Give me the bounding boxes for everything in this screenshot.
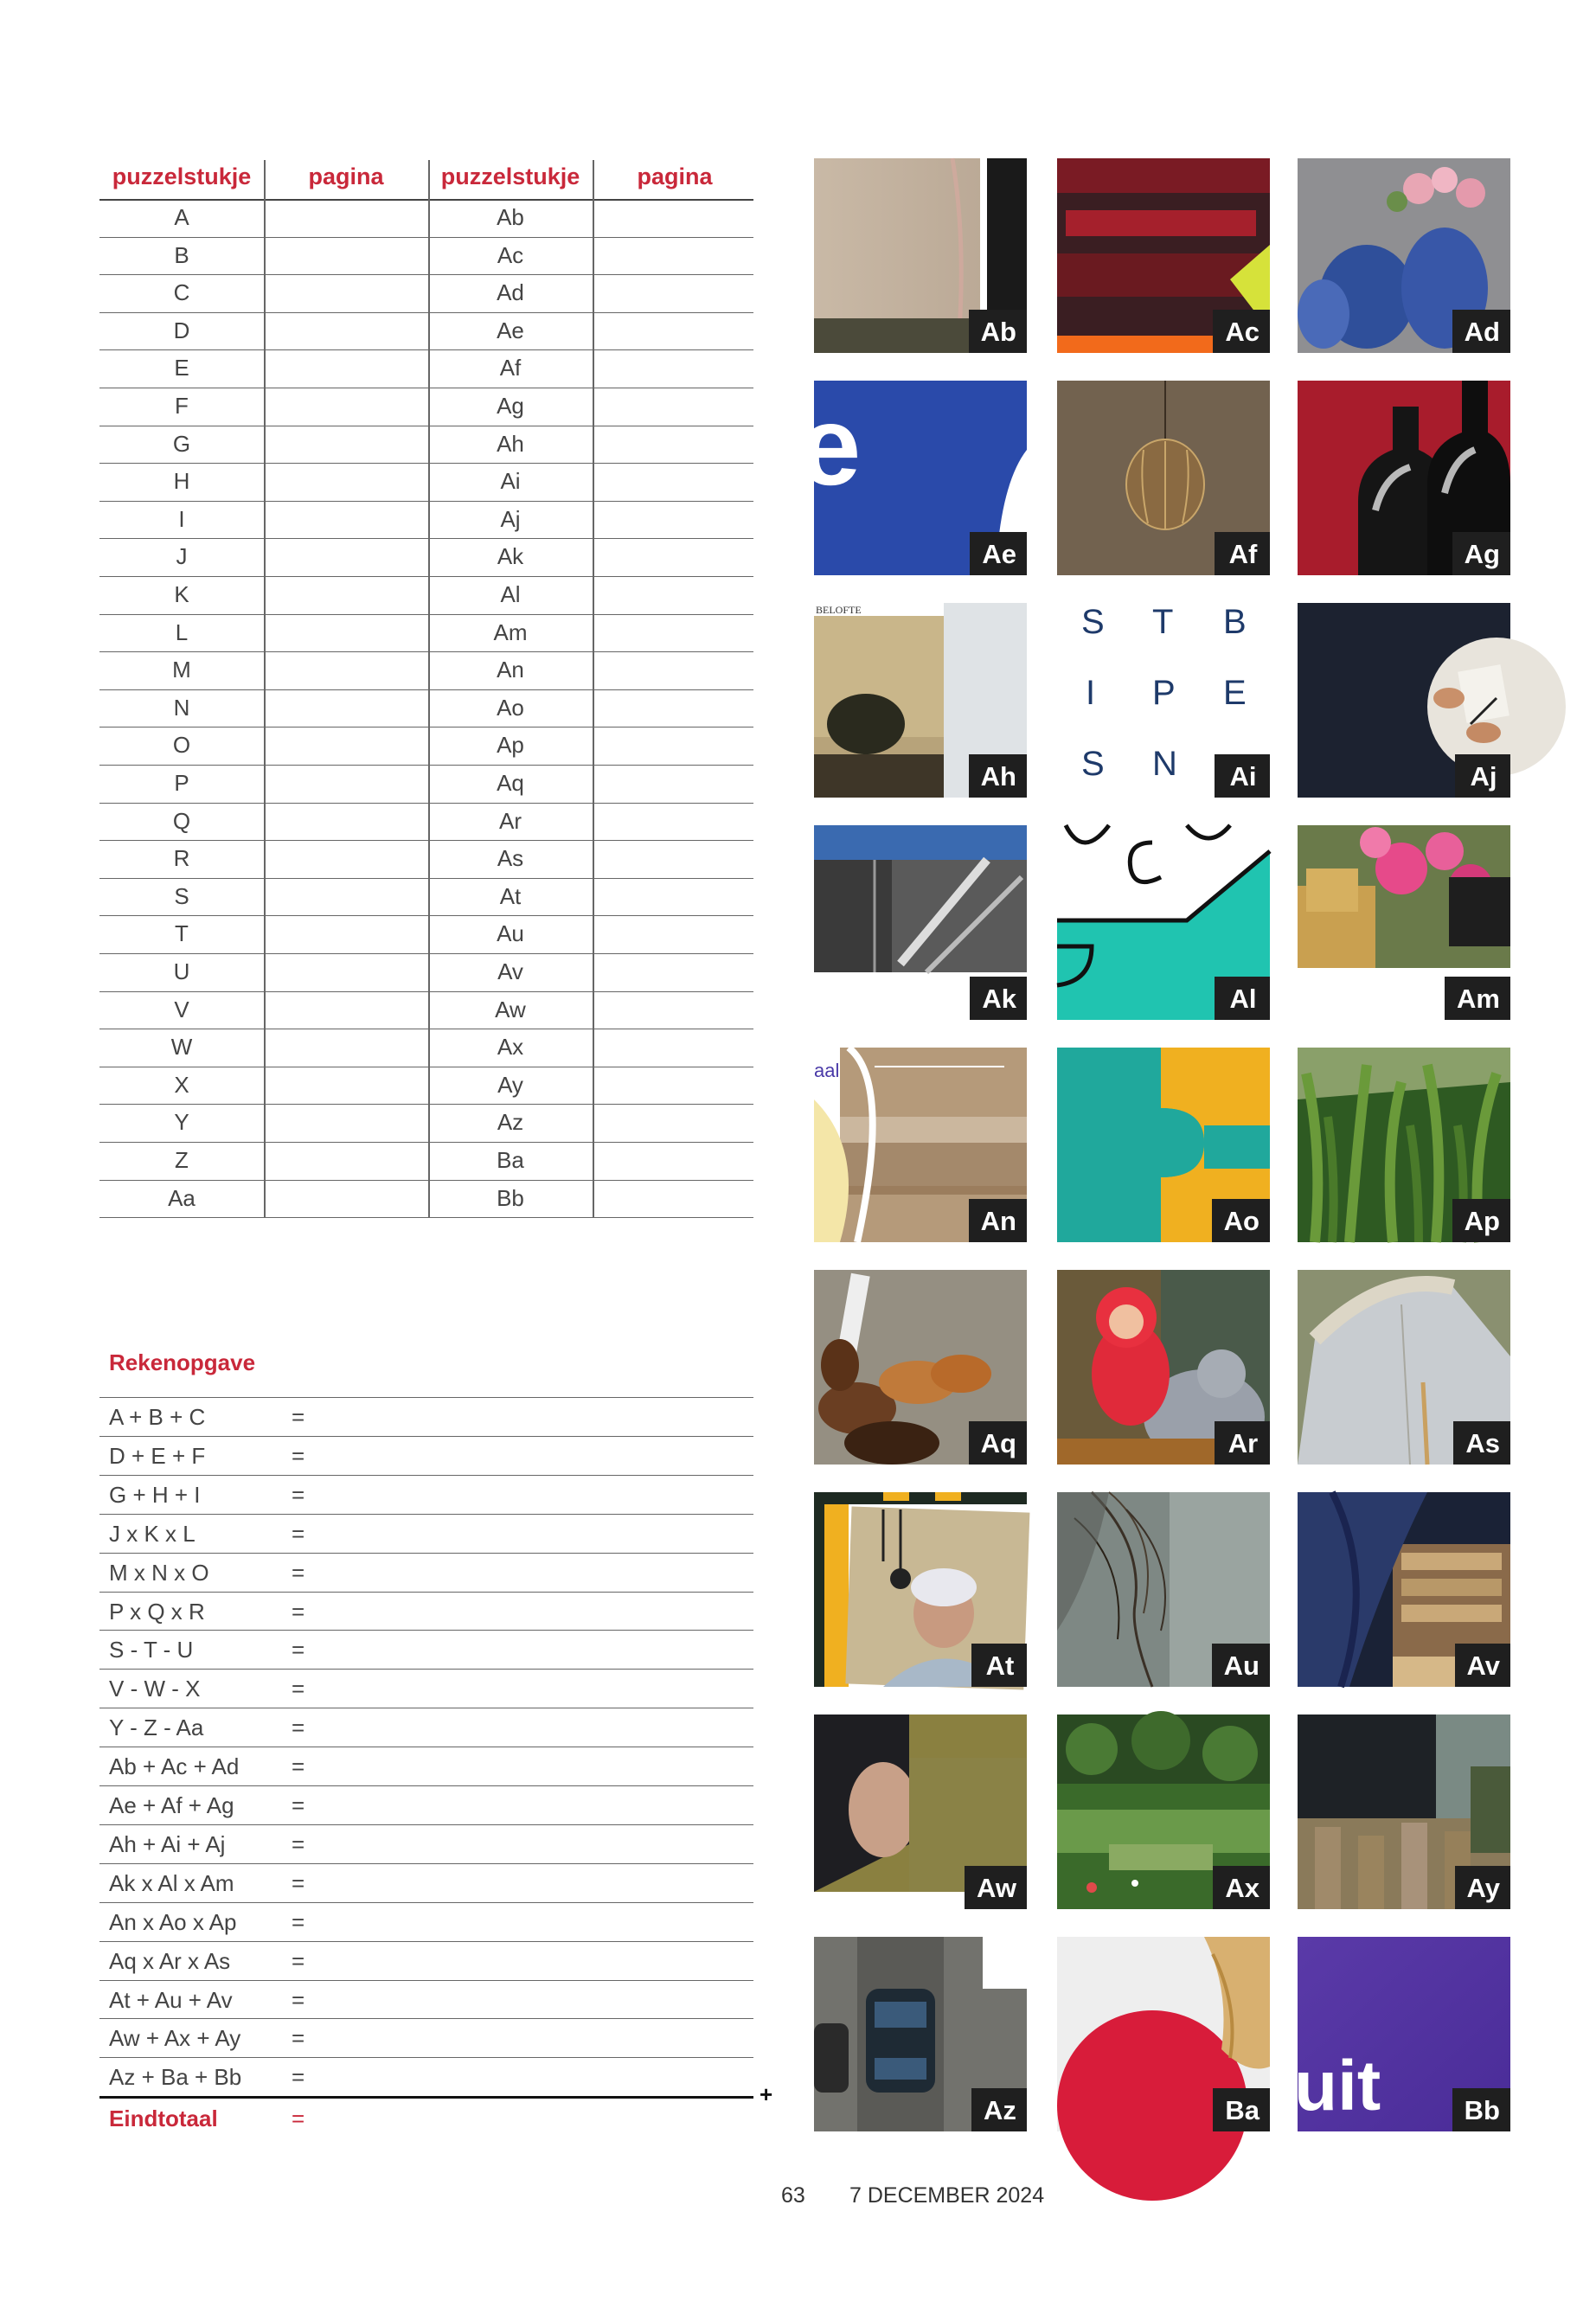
tile-label: Am bbox=[1445, 977, 1510, 1020]
tile-label: Al bbox=[1215, 977, 1270, 1020]
puzzle-piece-right: Am bbox=[493, 619, 528, 645]
puzzle-piece-left: U bbox=[173, 958, 190, 984]
puzzle-piece-left: K bbox=[174, 581, 189, 607]
puzzle-piece-left: Z bbox=[175, 1147, 189, 1173]
tile-af bbox=[1057, 381, 1270, 575]
tile-ai-letter: N bbox=[1152, 745, 1177, 783]
tile-label: Ba bbox=[1213, 2088, 1270, 2131]
tile-ay bbox=[1298, 1715, 1510, 1909]
puzzle-piece-right: Ac bbox=[497, 241, 524, 268]
puzzle-piece-left: T bbox=[175, 920, 189, 947]
puzzle-piece-left: L bbox=[175, 619, 189, 645]
calculation-row bbox=[99, 1863, 753, 1903]
tile-an-text: aal bbox=[814, 1060, 840, 1081]
equals-sign: = bbox=[292, 1869, 305, 1896]
tile-ah bbox=[814, 603, 1027, 798]
table-row bbox=[99, 1029, 753, 1067]
calculation-row bbox=[99, 1747, 753, 1786]
tile-bb-text: uit bbox=[1294, 2047, 1381, 2125]
puzzle-piece-right: Aw bbox=[495, 996, 526, 1022]
tile-ai-letter: T bbox=[1152, 603, 1174, 641]
puzzle-piece-right: Ab bbox=[497, 204, 524, 230]
tile-aj bbox=[1298, 603, 1510, 798]
puzzle-piece-right: Ao bbox=[497, 694, 524, 721]
tile-au bbox=[1057, 1492, 1270, 1687]
calculation-expression: M x N x O bbox=[109, 1559, 209, 1586]
table-row bbox=[99, 388, 753, 426]
puzzle-piece-right: At bbox=[499, 882, 522, 909]
tile-label: Ak bbox=[970, 977, 1027, 1020]
puzzle-piece-left: S bbox=[174, 882, 189, 909]
puzzle-piece-right: Ay bbox=[497, 1071, 523, 1098]
equals-sign: = bbox=[292, 1520, 305, 1547]
puzzle-piece-right: An bbox=[497, 657, 524, 683]
tile-label: Ac bbox=[1213, 310, 1270, 353]
calculation-row bbox=[99, 1397, 753, 1437]
tile-ad bbox=[1298, 158, 1510, 353]
calculation-expression: P x Q x R bbox=[109, 1598, 205, 1625]
equals-sign: = bbox=[292, 1753, 305, 1780]
puzzle-piece-right: Ah bbox=[497, 430, 524, 457]
equals-sign: = bbox=[292, 1908, 305, 1935]
tile-ai bbox=[1057, 603, 1270, 798]
puzzle-table-header bbox=[99, 160, 753, 201]
calculation-row bbox=[99, 1514, 753, 1554]
table-row bbox=[99, 1180, 753, 1219]
puzzle-piece-left: J bbox=[176, 543, 188, 570]
puzzle-piece-right: Ai bbox=[500, 468, 521, 495]
puzzle-piece-left: W bbox=[170, 1034, 193, 1061]
puzzle-piece-right: Ak bbox=[497, 543, 524, 570]
tile-aq bbox=[814, 1270, 1027, 1465]
page-number: 63 bbox=[781, 2183, 805, 2208]
puzzle-piece-left: H bbox=[173, 468, 190, 495]
tile-label: Af bbox=[1215, 532, 1270, 575]
calculation-row bbox=[99, 1824, 753, 1864]
calculation-expression: Az + Ba + Bb bbox=[109, 2064, 242, 2091]
table-row bbox=[99, 953, 753, 992]
tile-bb bbox=[1294, 1937, 1510, 2131]
equals-sign: = bbox=[292, 1830, 305, 1857]
header-pagina-1: pagina bbox=[308, 163, 384, 189]
tile-ar bbox=[1057, 1270, 1270, 1465]
tile-ah-text: BELOFTE bbox=[816, 604, 862, 616]
tile-ae-text: e bbox=[798, 382, 862, 509]
puzzle-piece-right: Ap bbox=[497, 732, 524, 759]
puzzle-piece-left: E bbox=[174, 355, 189, 381]
calculation-row bbox=[99, 1436, 753, 1476]
tile-ai-letter: S bbox=[1081, 603, 1105, 641]
tile-label: Ae bbox=[970, 532, 1027, 575]
calculation-row bbox=[99, 1553, 753, 1593]
equals-sign: = bbox=[292, 1947, 305, 1974]
calculation-row bbox=[99, 1941, 753, 1981]
tile-aw bbox=[814, 1715, 1027, 1909]
tile-label: As bbox=[1453, 1421, 1510, 1465]
table-row bbox=[99, 501, 753, 540]
calculation-expression: G + H + I bbox=[109, 1481, 201, 1508]
calculation-expression: Y - Z - Aa bbox=[109, 1715, 204, 1741]
puzzle-piece-right: Az bbox=[497, 1109, 524, 1136]
puzzle-piece-left: Q bbox=[172, 807, 191, 834]
puzzle-piece-right: Bb bbox=[497, 1184, 524, 1211]
table-row bbox=[99, 199, 753, 238]
puzzle-piece-left: M bbox=[172, 657, 191, 683]
equals-sign: = bbox=[292, 1637, 305, 1663]
table-row bbox=[99, 237, 753, 276]
calculation-row bbox=[99, 1902, 753, 1942]
tile-ap bbox=[1298, 1048, 1510, 1242]
equals-sign: = bbox=[292, 1676, 305, 1702]
table-row bbox=[99, 312, 753, 351]
table-row bbox=[99, 538, 753, 577]
puzzle-piece-right: Ae bbox=[497, 317, 524, 343]
puzzle-piece-right: Af bbox=[499, 355, 522, 381]
puzzle-piece-left: N bbox=[173, 694, 190, 721]
tile-az bbox=[814, 1937, 1027, 2131]
tile-ac bbox=[1057, 158, 1270, 353]
calculation-expression: J x K x L bbox=[109, 1520, 195, 1547]
table-row bbox=[99, 727, 753, 766]
puzzle-piece-right: Ad bbox=[497, 279, 524, 306]
tile-label: An bbox=[969, 1199, 1027, 1242]
table-row bbox=[99, 463, 753, 502]
tile-label: Ag bbox=[1452, 532, 1510, 575]
tile-label: Aw bbox=[965, 1866, 1027, 1909]
table-row bbox=[99, 840, 753, 879]
equals-sign: = bbox=[292, 1559, 305, 1586]
tile-label: Ah bbox=[969, 754, 1027, 798]
table-row bbox=[99, 614, 753, 653]
calculation-expression: At + Au + Av bbox=[109, 1986, 233, 2013]
tile-label: Au bbox=[1212, 1644, 1270, 1687]
tile-label: Ab bbox=[969, 310, 1027, 353]
calculation-row bbox=[99, 1475, 753, 1515]
puzzle-piece-left: Y bbox=[174, 1109, 189, 1136]
tile-label: Ax bbox=[1213, 1866, 1270, 1909]
total-row bbox=[99, 2081, 773, 2140]
puzzle-piece-left: P bbox=[174, 770, 189, 796]
tile-label: At bbox=[971, 1644, 1027, 1687]
puzzle-piece-right: Aq bbox=[497, 770, 524, 796]
tile-label: Ai bbox=[1215, 754, 1270, 798]
table-row bbox=[99, 349, 753, 388]
puzzle-piece-right: Ag bbox=[497, 393, 524, 419]
puzzle-piece-left: A bbox=[174, 204, 189, 230]
calculation-row bbox=[99, 1592, 753, 1631]
calculation-expression: Aq x Ar x As bbox=[109, 1947, 231, 1974]
puzzle-piece-left: D bbox=[173, 317, 190, 343]
table-divider bbox=[593, 160, 594, 1217]
table-row bbox=[99, 1104, 753, 1143]
calculation-expression: D + E + F bbox=[109, 1442, 206, 1469]
table-divider bbox=[428, 160, 430, 1217]
tile-label: Av bbox=[1455, 1644, 1510, 1687]
table-row bbox=[99, 651, 753, 690]
table-row bbox=[99, 689, 753, 728]
calculation-expression: V - W - X bbox=[109, 1676, 201, 1702]
table-row bbox=[99, 426, 753, 465]
equals-sign: = bbox=[292, 1442, 305, 1469]
calculation-expression: Ah + Ai + Aj bbox=[109, 1830, 226, 1857]
calculation-expression: Aw + Ax + Ay bbox=[109, 2025, 241, 2052]
tile-ai-letter: P bbox=[1152, 674, 1176, 712]
puzzle-piece-right: Al bbox=[500, 581, 521, 607]
equals-sign: = bbox=[292, 1715, 305, 1741]
table-divider bbox=[264, 160, 266, 1217]
plus-sign: + bbox=[760, 2081, 773, 2108]
calculation-expression: A + B + C bbox=[109, 1404, 206, 1430]
calculation-row bbox=[99, 1708, 753, 1747]
puzzle-piece-right: Ar bbox=[499, 807, 522, 834]
equals-sign: = bbox=[292, 2025, 305, 2052]
tile-label: Bb bbox=[1452, 2088, 1510, 2131]
tile-ai-letter: S bbox=[1081, 745, 1105, 783]
puzzle-piece-left: Aa bbox=[168, 1184, 195, 1211]
puzzle-piece-left: I bbox=[178, 505, 185, 532]
calculation-row bbox=[99, 1669, 753, 1708]
table-row bbox=[99, 765, 753, 804]
tile-ao bbox=[1057, 1048, 1270, 1242]
tile-ae bbox=[798, 381, 1027, 575]
tile-label: Ap bbox=[1452, 1199, 1510, 1242]
tile-am bbox=[1298, 825, 1510, 1020]
puzzle-piece-left: O bbox=[172, 732, 191, 759]
calculation-expression: S - T - U bbox=[109, 1637, 194, 1663]
puzzle-piece-right: Aj bbox=[500, 505, 521, 532]
table-row bbox=[99, 991, 753, 1030]
calculation-row bbox=[99, 2018, 753, 2058]
calculation-row bbox=[99, 1980, 753, 2020]
puzzle-piece-right: Ax bbox=[497, 1034, 524, 1061]
calculation-row bbox=[99, 1630, 753, 1670]
table-row bbox=[99, 1067, 753, 1106]
puzzle-piece-left: V bbox=[174, 996, 189, 1022]
calculation-expression: Ae + Af + Ag bbox=[109, 1792, 234, 1818]
issue-date: 7 DECEMBER 2024 bbox=[849, 2183, 1045, 2208]
header-puzzelstukje-2: puzzelstukje bbox=[440, 163, 580, 189]
equals-sign: = bbox=[292, 1792, 305, 1818]
puzzle-piece-left: C bbox=[173, 279, 190, 306]
puzzle-piece-right: As bbox=[497, 845, 524, 872]
calculation-row bbox=[99, 1785, 753, 1825]
calculation-row bbox=[99, 2057, 753, 2097]
tile-an bbox=[814, 1048, 1027, 1242]
tile-ai-letter: I bbox=[1086, 674, 1096, 712]
tile-label: Ay bbox=[1455, 1866, 1510, 1909]
tile-label: Aj bbox=[1455, 754, 1510, 798]
puzzle-piece-left: B bbox=[174, 241, 189, 268]
tile-at bbox=[814, 1492, 1027, 1687]
tile-ba bbox=[1057, 1937, 1270, 2131]
tile-as bbox=[1298, 1270, 1510, 1465]
puzzle-piece-right: Av bbox=[497, 958, 523, 984]
tile-al bbox=[1057, 825, 1270, 1020]
table-row bbox=[99, 1142, 753, 1181]
tile-label: Aq bbox=[969, 1421, 1027, 1465]
puzzle-piece-left: G bbox=[172, 430, 191, 457]
table-row bbox=[99, 803, 753, 842]
tile-ai-letter: E bbox=[1223, 674, 1247, 712]
tile-ak bbox=[814, 825, 1027, 1020]
tile-ax bbox=[1057, 1715, 1270, 1909]
equals-sign: = bbox=[292, 2064, 305, 2091]
header-pagina-2: pagina bbox=[637, 163, 713, 189]
puzzle-piece-left: X bbox=[174, 1071, 189, 1098]
table-row bbox=[99, 878, 753, 917]
equals-sign: = bbox=[292, 1598, 305, 1625]
table-row bbox=[99, 915, 753, 954]
equals-sign: = bbox=[292, 1481, 305, 1508]
tile-label: Ad bbox=[1452, 310, 1510, 353]
table-row bbox=[99, 274, 753, 313]
total-equals-sign: = bbox=[292, 2106, 305, 2132]
calculation-expression: Ak x Al x Am bbox=[109, 1869, 234, 1896]
tile-label: Ar bbox=[1215, 1421, 1270, 1465]
tile-label: Ao bbox=[1212, 1199, 1270, 1242]
tile-ai-letter: B bbox=[1223, 603, 1247, 641]
header-puzzelstukje-1: puzzelstukje bbox=[112, 163, 252, 189]
total-label: Eindtotaal bbox=[109, 2106, 218, 2132]
tile-ab bbox=[814, 158, 1027, 353]
puzzle-piece-right: Ba bbox=[497, 1147, 524, 1173]
calculation-expression: Ab + Ac + Ad bbox=[109, 1753, 240, 1780]
tile-label: Az bbox=[971, 2088, 1027, 2131]
tile-av bbox=[1298, 1492, 1510, 1687]
equals-sign: = bbox=[292, 1404, 305, 1430]
tile-ag bbox=[1298, 381, 1510, 575]
puzzle-piece-left: F bbox=[175, 393, 189, 419]
equals-sign: = bbox=[292, 1986, 305, 2013]
rekenopgave-title: Rekenopgave bbox=[109, 1349, 256, 1375]
calculation-expression: An x Ao x Ap bbox=[109, 1908, 237, 1935]
puzzle-piece-right: Au bbox=[497, 920, 524, 947]
puzzle-piece-left: R bbox=[173, 845, 190, 872]
table-row bbox=[99, 576, 753, 615]
